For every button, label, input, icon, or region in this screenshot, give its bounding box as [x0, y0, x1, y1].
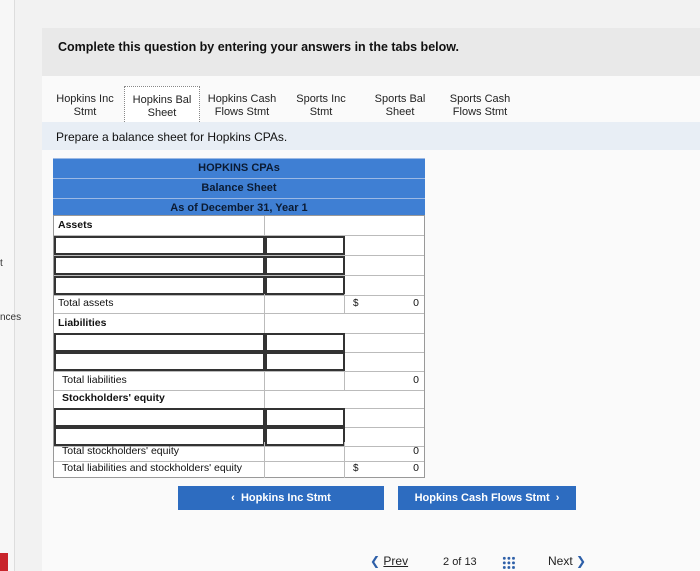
tab-sports-bal-sheet[interactable]: Sports Bal Sheet: [374, 93, 426, 118]
left-sidebar-edge: [0, 0, 15, 571]
assets-header-row: [54, 216, 424, 236]
table-row: [54, 352, 424, 372]
total-equity-value: 0: [413, 445, 419, 457]
asset-amount-input-3[interactable]: [265, 276, 345, 295]
table-row: [54, 333, 424, 353]
tab-sports-inc-stmt[interactable]: Sports Inc Stmt: [296, 93, 346, 118]
tab-sports-cash-flows[interactable]: Sports Cash Flows Stmt: [449, 93, 511, 118]
chevron-left-icon: ❮: [370, 554, 381, 568]
prev-question-button[interactable]: ❮ Prev: [370, 554, 409, 568]
asset-account-input-1[interactable]: [54, 236, 265, 255]
statement-date: As of December 31, Year 1: [53, 198, 425, 218]
currency-symbol: $: [353, 463, 359, 474]
prev-tab-button[interactable]: ‹ Hopkins Inc Stmt: [178, 486, 384, 510]
asset-amount-input-2[interactable]: [265, 256, 345, 275]
balance-sheet-header: [53, 158, 425, 218]
statement-name: Balance Sheet: [53, 178, 425, 198]
table-row: [54, 256, 424, 276]
question-title: Complete this question by entering your answers in the tabs below.: [58, 40, 459, 54]
table-row: [54, 276, 424, 296]
liability-account-input-1[interactable]: [54, 333, 265, 352]
tab-hopkins-inc-stmt[interactable]: Hopkins Inc Stmt: [56, 93, 114, 118]
edge-text-1: t: [0, 258, 3, 269]
total-liab-equity-row: [54, 459, 424, 478]
liability-amount-input-2[interactable]: [265, 352, 345, 371]
question-grid-icon[interactable]: [502, 556, 516, 570]
next-tab-button[interactable]: Hopkins Cash Flows Stmt ›: [398, 486, 576, 510]
chevron-right-icon: ❯: [576, 554, 587, 568]
asset-amount-input-1[interactable]: [265, 236, 345, 255]
tab-hopkins-cash-flows[interactable]: Hopkins Cash Flows Stmt: [207, 93, 277, 118]
liabilities-label: Liabilities: [54, 314, 265, 333]
instruction-text: Prepare a balance sheet for Hopkins CPAs.: [56, 130, 288, 144]
asset-account-input-3[interactable]: [54, 276, 265, 295]
tab-hopkins-bal-sheet[interactable]: Hopkins Bal Sheet: [124, 86, 200, 126]
next-question-button[interactable]: Next ❯: [548, 554, 587, 568]
total-assets-row: [54, 294, 424, 314]
equity-header-row: [54, 389, 424, 409]
equity-amount-input-1[interactable]: [265, 408, 345, 427]
chevron-right-icon: ›: [555, 492, 560, 504]
edge-text-2: nces: [0, 312, 22, 323]
total-liabilities-row: [54, 371, 424, 391]
brand-mark: [0, 553, 8, 571]
currency-symbol: $: [353, 298, 359, 309]
equity-label: Stockholders' equity: [54, 389, 265, 408]
total-assets-label: Total assets: [54, 294, 265, 313]
balance-sheet-grid: [53, 215, 425, 478]
total-liab-equity-label: Total liabilities and stockholders' equity: [54, 459, 265, 478]
equity-account-input-1[interactable]: [54, 408, 265, 427]
liabilities-header-row: [54, 314, 424, 334]
table-row: [54, 408, 424, 428]
total-liabilities-value: 0: [413, 374, 419, 386]
total-liab-equity-value: $ 0: [345, 459, 424, 478]
chevron-left-icon: ‹: [231, 492, 235, 504]
liability-account-input-2[interactable]: [54, 352, 265, 371]
company-name: HOPKINS CPAs: [53, 158, 425, 178]
page-indicator: 2 of 13: [443, 556, 477, 568]
asset-account-input-2[interactable]: [54, 256, 265, 275]
total-assets-value: $ 0: [345, 294, 424, 313]
assets-label: Assets: [54, 216, 265, 235]
total-liabilities-label: Total liabilities: [54, 371, 265, 390]
liability-amount-input-1[interactable]: [265, 333, 345, 352]
total-equity-label: Total stockholders' equity: [54, 442, 265, 461]
table-row: [54, 236, 424, 256]
